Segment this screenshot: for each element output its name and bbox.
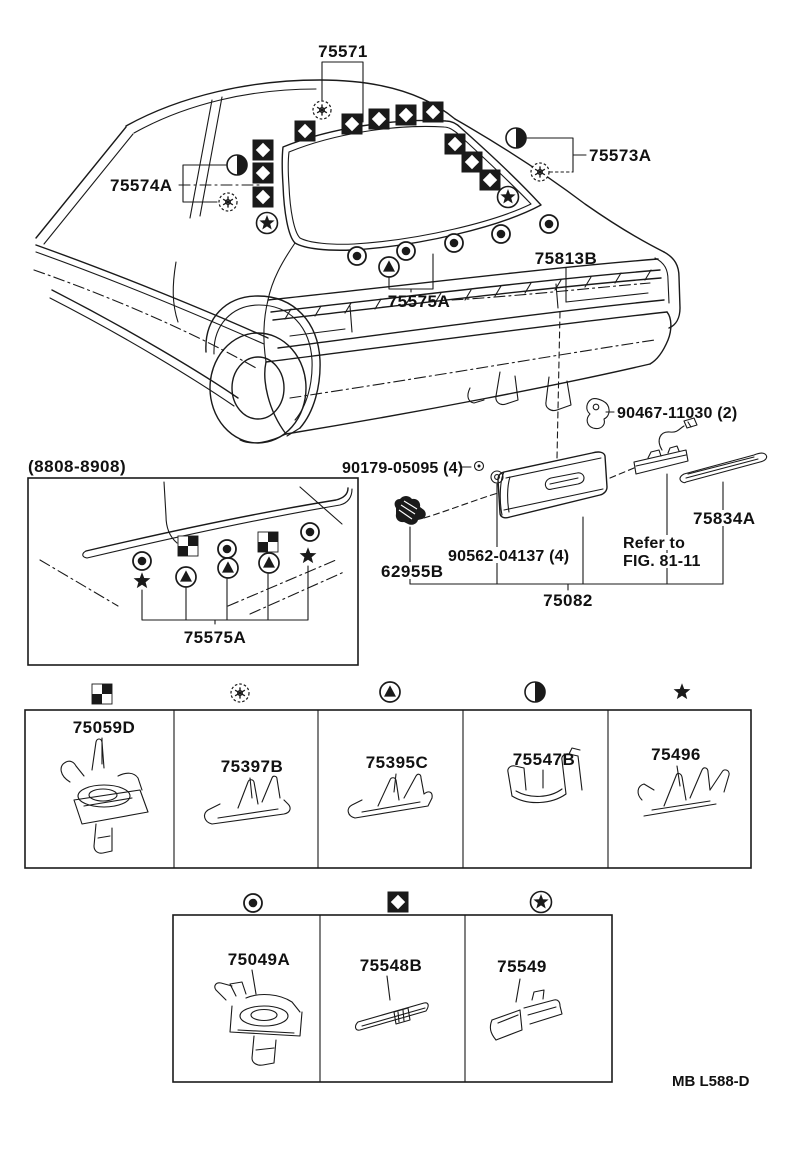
callout-75575A: 75575A <box>387 292 451 311</box>
triangle-circle-icon <box>380 682 400 702</box>
star-circle-icon <box>498 187 519 208</box>
grid1-part-75395C: 75395C <box>365 753 429 772</box>
diamond-square-icon <box>253 187 274 208</box>
grid1-part-75059D: 75059D <box>72 718 136 737</box>
checker-icon <box>92 684 112 704</box>
75395C-clip-drawing <box>348 774 432 818</box>
license-lamp-drawing <box>634 418 697 474</box>
75496-clip-drawing <box>638 768 729 816</box>
diamond-square-icon <box>462 152 483 173</box>
diamond-square-icon <box>369 109 390 130</box>
dot-circle-icon <box>397 242 415 260</box>
footer-code: MB L588-D <box>672 1073 750 1090</box>
star-circle-icon <box>257 213 278 234</box>
parts-grid-row2 <box>173 915 612 1082</box>
star-circle-icon <box>531 892 552 913</box>
triangle-circle-icon <box>218 558 238 578</box>
diamond-square-icon <box>396 105 417 126</box>
dot-circle-icon <box>492 225 510 243</box>
callout-75813B: 75813B <box>534 249 598 268</box>
refer-note-line1: Refer to <box>623 535 686 552</box>
dot-circle-icon <box>218 540 236 558</box>
callout-90467-11030: 90467-11030 (2) <box>617 405 738 422</box>
dot-circle-icon <box>133 552 151 570</box>
diamond-square-icon <box>388 892 409 913</box>
dot-circle-icon <box>540 215 558 233</box>
half-circle-icon <box>227 155 247 175</box>
grid1-part-75397B: 75397B <box>220 757 284 776</box>
star-icon <box>674 683 691 699</box>
diamond-square-icon <box>342 114 363 135</box>
dot-circle-icon <box>348 247 366 265</box>
callout-62955B: 62955B <box>381 562 444 581</box>
dot-circle-icon <box>244 894 262 912</box>
checker-icon <box>178 536 198 556</box>
asterisk-circle-icon <box>313 101 331 119</box>
75548B-clip-drawing <box>356 1003 429 1030</box>
dot-circle-icon <box>445 234 463 252</box>
triangle-circle-icon <box>176 567 196 587</box>
callout-75082: 75082 <box>543 591 593 610</box>
75059D-clip-drawing <box>61 739 148 853</box>
refer-note-line2: FIG. 81-11 <box>623 553 701 570</box>
75082-garnish-drawing <box>498 452 607 518</box>
star-icon <box>300 547 317 563</box>
diamond-square-icon <box>253 140 274 161</box>
asterisk-circle-icon <box>531 163 549 181</box>
star-icon <box>134 572 151 588</box>
triangle-circle-icon <box>259 553 279 573</box>
half-circle-icon <box>506 128 526 148</box>
grid1-part-75496: 75496 <box>651 745 701 764</box>
diamond-square-icon <box>423 102 444 123</box>
inset-callout-75575A: 75575A <box>183 628 247 647</box>
callout-75574A: 75574A <box>110 176 173 195</box>
grid2-part-75049A: 75049A <box>227 950 291 969</box>
62955B-clip-drawing <box>395 496 426 525</box>
grid2-part-75548B: 75548B <box>359 956 423 975</box>
asterisk-circle-icon <box>219 193 237 211</box>
callout-75834A: 75834A <box>693 509 756 528</box>
asterisk-circle-icon <box>231 684 249 702</box>
fastener-symbols <box>92 101 690 913</box>
75049A-clip-drawing <box>215 982 302 1065</box>
half-circle-icon <box>525 682 545 702</box>
diamond-square-icon <box>253 163 274 184</box>
grid1-part-75547B: 75547B <box>512 750 576 769</box>
75549-clip-drawing <box>490 990 562 1040</box>
diamond-square-icon <box>480 170 501 191</box>
75834A-strip-drawing <box>680 453 767 483</box>
callout-90562-04137: 90562-04137 (4) <box>448 548 570 565</box>
diamond-square-icon <box>295 121 316 142</box>
callout-75573A: 75573A <box>589 146 652 165</box>
diamond-square-icon <box>445 134 466 155</box>
grid2-part-75549: 75549 <box>497 957 547 976</box>
callout-90179-05095: 90179-05095 (4) <box>342 460 464 477</box>
dot-circle-icon <box>301 523 319 541</box>
inset-period-label: (8808-8908) <box>28 457 127 476</box>
checker-icon <box>258 532 278 552</box>
triangle-circle-icon <box>379 257 399 277</box>
callout-75571: 75571 <box>318 42 368 61</box>
75397B-clip-drawing <box>205 776 291 824</box>
